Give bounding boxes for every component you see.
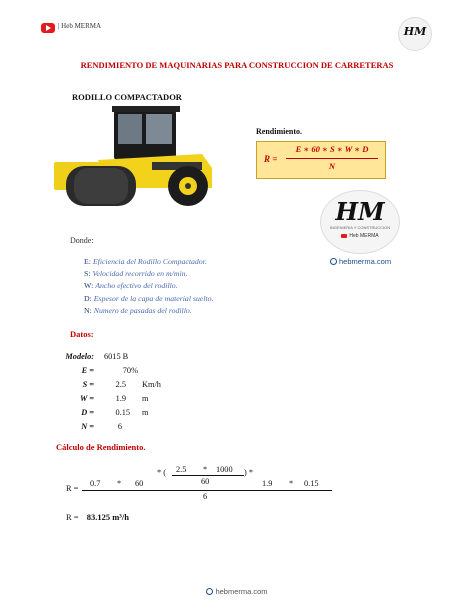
definition-item: W: Ancho efectivo del rodillo. <box>84 281 178 291</box>
footer-link[interactable]: hebmerma.com <box>0 587 474 596</box>
definition-item: N: Numero de pasadas del rodillo. <box>84 305 192 315</box>
result-line: R = 83.125 m³/h <box>66 512 129 522</box>
website-link[interactable]: hebmerma.com <box>330 257 391 266</box>
data-row-d: D = 0.15 m <box>81 408 149 417</box>
data-row-n: N = 6 <box>81 422 122 431</box>
definition-item: D: Espesor de la capa de material suelto. <box>84 293 214 303</box>
data-row-e: E = 70% <box>81 366 138 375</box>
section-title: RODILLO COMPACTADOR <box>72 92 182 102</box>
hm-brand-logo: HM INGENIERIA Y CONSTRUCCION Heb MERMA <box>320 190 400 254</box>
datos-title: Datos: <box>70 329 94 339</box>
definition-item: S: Velocidad recorrido en m/min. <box>84 269 188 279</box>
calculo-title: Cálculo de Rendimiento. <box>56 442 146 452</box>
formula-denominator: N <box>328 161 336 171</box>
channel-name: | Heb MERMA <box>58 22 102 30</box>
donde-label: Donde: <box>70 236 94 245</box>
model-row: Modelo: 6015 B <box>65 352 129 361</box>
definition-item: E: Eficiencia del Rodillo Compactador. <box>84 257 207 266</box>
data-row-w: W = 1.9 m <box>79 394 149 403</box>
result-value: 83.125 m³/h <box>86 512 129 522</box>
hm-logo-small: HM <box>398 17 432 51</box>
data-row-s: S = 2.5 Km/h <box>82 380 161 389</box>
formula-lhs: R = <box>264 154 278 164</box>
formula-label: Rendimiento. <box>256 127 302 136</box>
page-title: RENDIMIENTO DE MAQUINARIAS PARA CONSTRUCCION DE CARRETERAS <box>80 60 394 70</box>
formula-numerator: E ∗ 60 ∗ S ∗ W ∗ D <box>295 144 369 154</box>
globe-icon <box>206 588 213 595</box>
calculation-equation: R = 0.7 * 60 * ( 2.5 * 1000 60 ) * 1.9 * 0.15 6 <box>0 0 474 614</box>
